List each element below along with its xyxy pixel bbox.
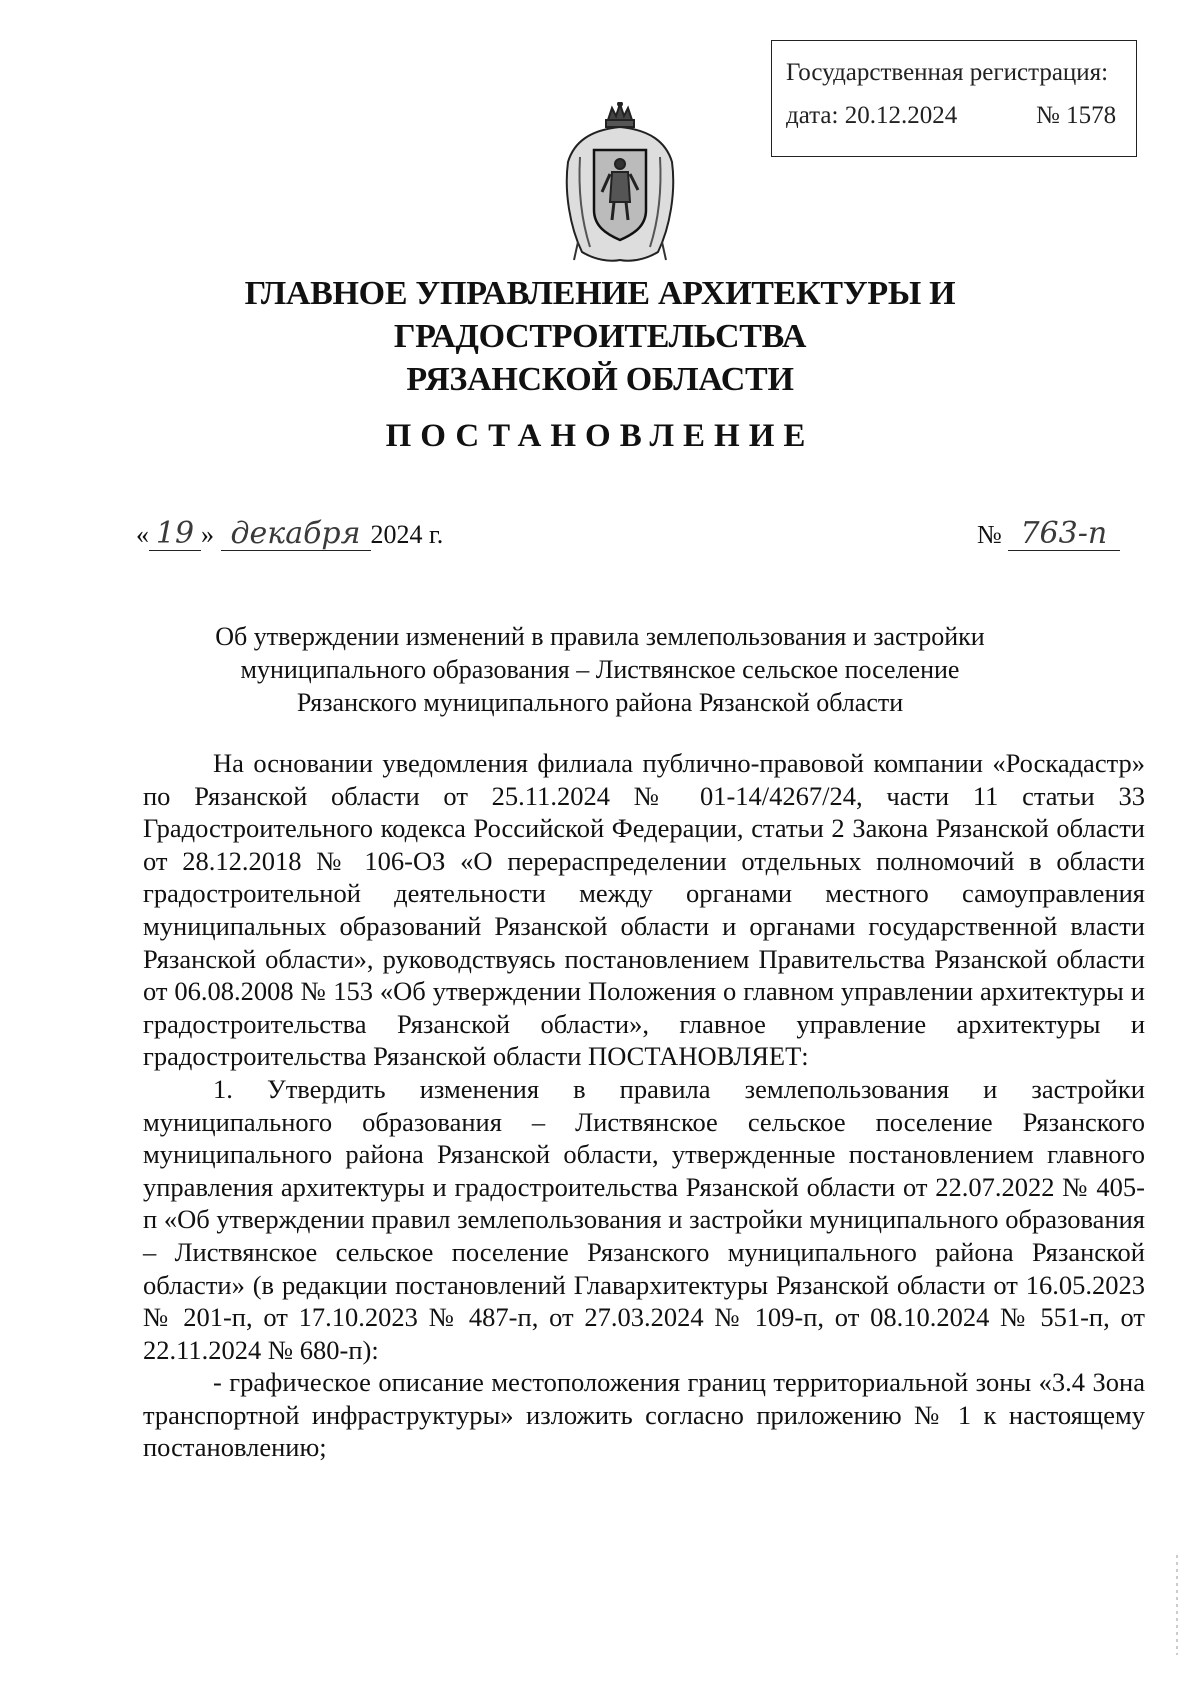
document-number-handwritten: 763-п (1008, 518, 1120, 551)
document-type-heading: ПОСТАНОВЛЕНИЕ (385, 418, 815, 454)
document-number (977, 518, 1120, 551)
body-bullet-1: - графическое описание местоположения границ территориальной зоны «3.4 Зона транспортной инфраструктуры» изложить согласно приложению № 1 к настоящему постановлению; (143, 1367, 1145, 1463)
organization-title-line2: РЯЗАНСКОЙ ОБЛАСТИ (406, 361, 794, 398)
date-day-handwritten: 19 (149, 518, 201, 551)
registration-date: дата: 20.12.2024 (786, 102, 958, 129)
date-close-quote: » (201, 520, 214, 549)
organization-title-line1: ГЛАВНОЕ УПРАВЛЕНИЕ АРХИТЕКТУРЫ И ГРАДОСТРОИТЕЛЬСТВА (244, 275, 956, 355)
subject-line1: Об утверждении изменений в правила землепользования и застройки (215, 622, 985, 651)
document-number-prefix: № (977, 520, 1002, 549)
organization-title (60, 272, 1140, 401)
date-year: 2024 г. (370, 520, 444, 549)
registration-date-line (786, 101, 1117, 131)
subject-line3: Рязанского муниципального района Рязанской области (296, 688, 904, 717)
document-date (136, 518, 443, 551)
registration-number: № 1578 (1036, 102, 1117, 129)
ryazan-coat-of-arms-icon (560, 102, 680, 267)
document-body (143, 747, 1145, 1464)
body-item-1: 1. Утвердить изменения в правила землепользования и застройки муниципального образования – Листвянское сельское поселение Рязанского муниципального района Рязанской области, утвержденные постановлением главного управления архитектуры и градостроительства Рязанской области от 22.07.2022 № 405-п «Об утверждении правил землепользования и застройки муниципального образования – Листвянское сельское поселение Рязанского муниципального района Рязанской области» (в редакции постановлений Главархитектуры Рязанской области от 16.05.2023 № 201-п, от 17.10.2023 № 487-п, от 27.03.2024 № 109-п, от 08.10.2024 № 551-п, от 22.11.2024 № 680-п): (143, 1073, 1145, 1365)
date-open-quote: « (136, 520, 149, 549)
body-paragraph-preamble: На основании уведомления филиала публично-правовой компании «Роскадастр» по Рязанской области от 25.11.2024 № 01-14/4267/24, части 11 статьи 33 Градостроительного кодекса Российской Федерации, статьи 2 Закона Рязанской области от 28.12.2018 № 106-ОЗ «О перераспределении отдельных полномочий в области градостроительной деятельности между органами местного самоуправления муниципальных образований Рязанской области и органами государственной власти Рязанской области», руководствуясь постановлением Правительства Рязанской области от 06.08.2008 № 153 «Об утверждении Положения о главном управлении архитектуры и градостроительства Рязанской области», главное управление архитектуры и градостроительства Рязанской области ПОСТАНОВЛЯЕТ: (143, 748, 1145, 1072)
subject-line2: муниципального образования – Листвянское сельское поселение (240, 655, 960, 684)
registration-stamp (771, 40, 1137, 157)
date-month-handwritten: декабря (221, 518, 371, 551)
registration-label: Государственная регистрация: (786, 59, 1109, 86)
scan-edge-mark (1176, 1555, 1178, 1655)
document-subject (140, 620, 1060, 719)
